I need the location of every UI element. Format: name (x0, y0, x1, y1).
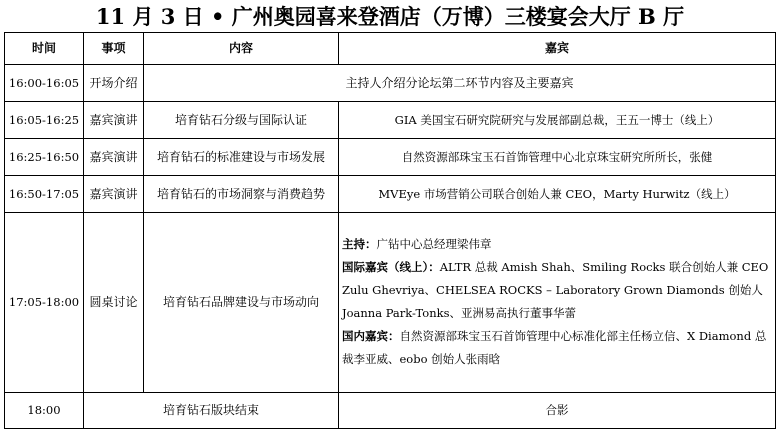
header-time: 时间 (5, 33, 84, 65)
domestic-label: 国内嘉宾： (342, 329, 400, 344)
row-time: 18:00 (5, 392, 84, 428)
row-content: 主持人介绍分论坛第二环节内容及主要嘉宾 (144, 64, 776, 101)
row-item: 嘉宾演讲 (84, 101, 144, 138)
row-guest: MVEye 市场营销公司联合创始人兼 CEO，Marty Hurwitz（线上） (339, 175, 776, 212)
page-title: 11 月 3 日 • 广州奥园喜来登酒店（万博）三楼宴会大厅 B 厅 (95, 4, 685, 29)
domestic-text: 自然资源部珠宝玉石首饰管理中心标准化部主任杨立信、X Diamond 总裁李亚威、eobo 创始人张雨晗 (342, 329, 767, 367)
panel-intl (342, 256, 772, 325)
panel-host (342, 233, 772, 256)
table-row (5, 392, 776, 428)
panel-guests (339, 212, 776, 392)
row-item: 圆桌讨论 (84, 212, 144, 392)
row-item: 开场介绍 (84, 64, 144, 101)
row-content: 培育钻石品牌建设与市场动向 (144, 212, 339, 392)
row-content: 培育钻石的标准建设与市场发展 (144, 138, 339, 175)
header-item: 事项 (84, 33, 144, 65)
header-content: 内容 (144, 33, 339, 65)
table-row (5, 138, 776, 175)
row-item: 嘉宾演讲 (84, 175, 144, 212)
row-content: 培育钻石的市场洞察与消费趋势 (144, 175, 339, 212)
row-time: 17:05-18:00 (5, 212, 84, 392)
intl-text: ALTR 总裁 Amish Shah、Smiling Rocks 联合创始人兼 CEO Zulu Ghevriya、CHELSEA ROCKS – Laboratory Grown Diamonds 创始人 Joanna Park-Tonks、亚洲易高执行董事华蕾 (342, 260, 769, 321)
host-text: 广钻中心总经理梁伟章 (376, 237, 492, 252)
row-time: 16:25-16:50 (5, 138, 84, 175)
intl-label: 国际嘉宾（线上）： (342, 260, 440, 275)
table-row (5, 175, 776, 212)
table-row (5, 101, 776, 138)
header-row (5, 33, 776, 65)
row-content: 培育钻石分级与国际认证 (144, 101, 339, 138)
row-guest: GIA 美国宝石研究院研究与发展部副总裁，王五一博士（线上） (339, 101, 776, 138)
row-item: 嘉宾演讲 (84, 138, 144, 175)
header-guest: 嘉宾 (339, 33, 776, 65)
row-time: 16:00-16:05 (5, 64, 84, 101)
panel-domestic (342, 325, 772, 371)
table-row (5, 64, 776, 101)
table-row (5, 212, 776, 392)
row-guest: 自然资源部珠宝玉石首饰管理中心北京珠宝研究所所长，张健 (339, 138, 776, 175)
row-time: 16:05-16:25 (5, 101, 84, 138)
row-guest: 合影 (339, 392, 776, 428)
row-time: 16:50-17:05 (5, 175, 84, 212)
host-label: 主持： (342, 237, 377, 252)
schedule-table (4, 32, 776, 429)
row-content: 培育钻石版块结束 (84, 392, 339, 428)
